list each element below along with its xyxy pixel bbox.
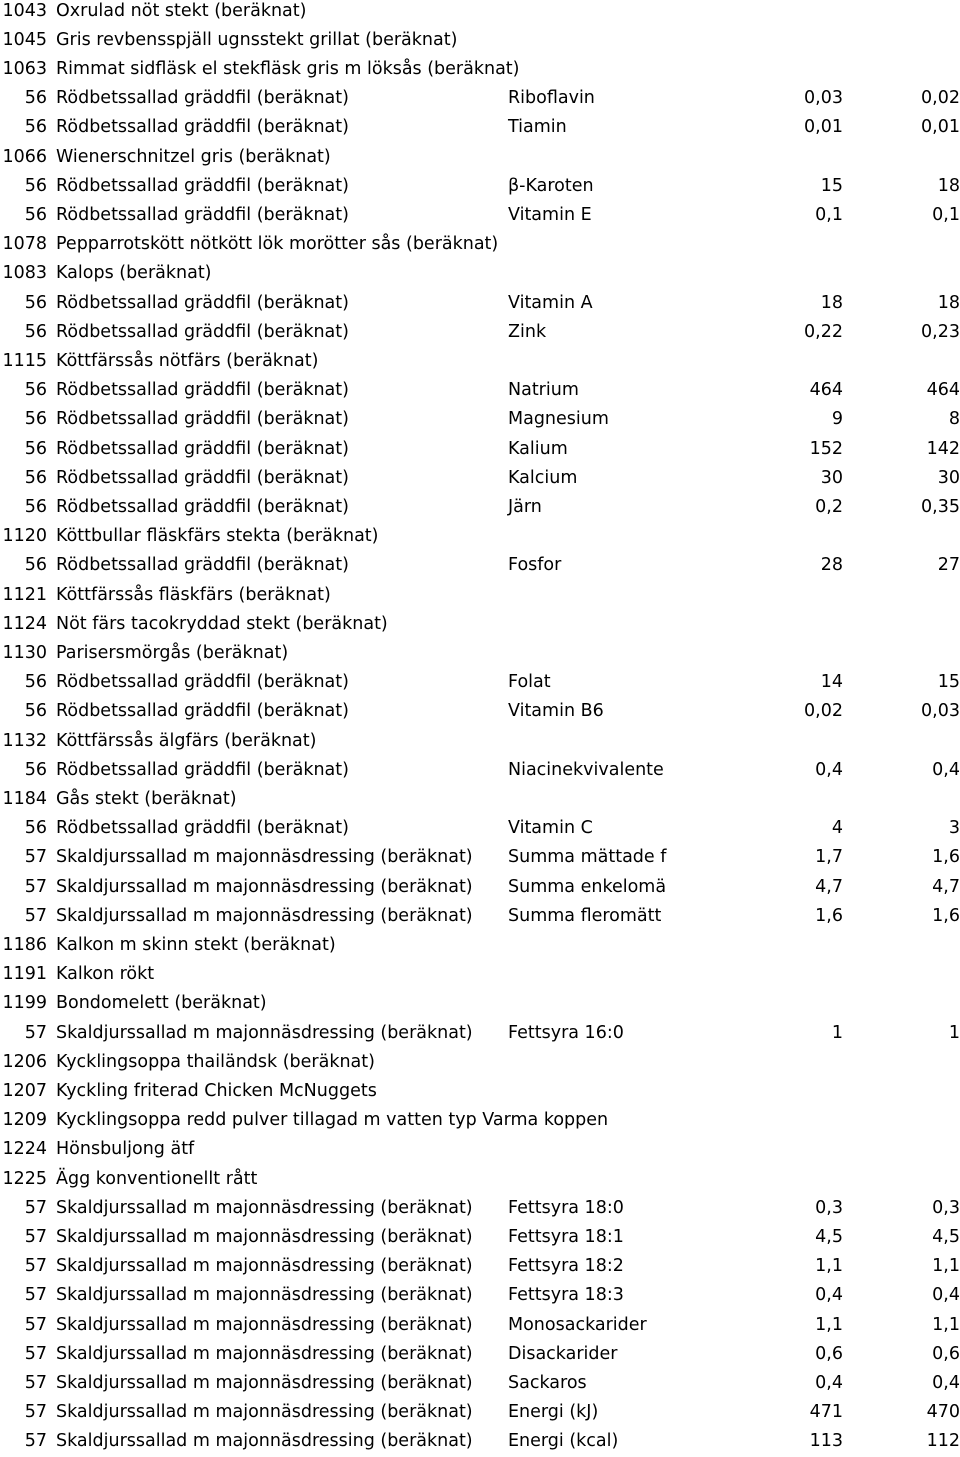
food-name-cell: Rödbetssallad gräddfil (beräknat) xyxy=(56,88,349,109)
code-cell: 1078 xyxy=(2,234,47,255)
food-name-cell: Rödbetssallad gräddfil (beräknat) xyxy=(56,380,349,401)
code-cell: 56 xyxy=(24,380,47,401)
table-row xyxy=(0,1019,960,1048)
nutrient-cell: Fettsyra 16:0 xyxy=(508,1022,624,1043)
food-name-cell: Rödbetssallad gräddfil (beräknat) xyxy=(56,672,349,693)
value-1-cell: 0,22 xyxy=(804,321,843,342)
food-name-cell: Rödbetssallad gräddfil (beräknat) xyxy=(56,409,349,430)
code-cell: 1045 xyxy=(2,29,47,50)
nutrient-cell: Vitamin C xyxy=(508,818,593,839)
code-cell: 1130 xyxy=(2,642,47,663)
food-name-cell: Köttfärssås älgfärs (beräknat) xyxy=(56,730,317,751)
code-cell: 57 xyxy=(24,1431,47,1452)
code-cell: 1066 xyxy=(2,146,47,167)
nutrient-cell: Zink xyxy=(508,321,547,342)
code-cell: 56 xyxy=(24,555,47,576)
code-cell: 56 xyxy=(24,409,47,430)
table-row xyxy=(0,0,960,26)
table-row xyxy=(0,668,960,697)
food-name-cell: Skaldjurssallad m majonnäsdressing (beräknat) xyxy=(56,1197,473,1218)
value-1-cell: 4,7 xyxy=(815,876,843,897)
value-2-cell: 0,4 xyxy=(932,759,960,780)
value-2-cell: 1,6 xyxy=(932,905,960,926)
table-row xyxy=(0,814,960,843)
code-cell: 1083 xyxy=(2,263,47,284)
value-1-cell: 1,7 xyxy=(815,847,843,868)
table-row xyxy=(0,522,960,551)
food-name-cell: Rödbetssallad gräddfil (beräknat) xyxy=(56,759,349,780)
value-2-cell: 0,03 xyxy=(921,701,960,722)
table-row xyxy=(0,55,960,84)
code-cell: 1121 xyxy=(2,584,47,605)
value-1-cell: 1 xyxy=(831,1022,843,1043)
value-2-cell: 8 xyxy=(948,409,960,430)
food-name-cell: Köttbullar fläskfärs stekta (beräknat) xyxy=(56,526,379,547)
table-row xyxy=(0,405,960,434)
nutrient-cell: Summa fleromätt xyxy=(508,905,662,926)
code-cell: 1207 xyxy=(2,1080,47,1101)
code-cell: 1206 xyxy=(2,1051,47,1072)
nutrient-cell: Summa enkelomä xyxy=(508,876,667,897)
food-name-cell: Skaldjurssallad m majonnäsdressing (beräknat) xyxy=(56,1372,473,1393)
nutrient-cell: Fettsyra 18:2 xyxy=(508,1256,624,1277)
food-name-cell: Gås stekt (beräknat) xyxy=(56,788,237,809)
value-2-cell: 0,3 xyxy=(932,1197,960,1218)
table-row xyxy=(0,464,960,493)
code-cell: 57 xyxy=(24,1314,47,1335)
code-cell: 1224 xyxy=(2,1139,47,1160)
value-1-cell: 471 xyxy=(809,1402,843,1423)
food-name-cell: Kalkon rökt xyxy=(56,964,155,985)
nutrient-cell: Vitamin E xyxy=(508,204,592,225)
food-name-cell: Skaldjurssallad m majonnäsdressing (beräknat) xyxy=(56,1256,473,1277)
value-1-cell: 30 xyxy=(820,467,843,488)
table-row xyxy=(0,1398,960,1427)
table-row xyxy=(0,902,960,931)
value-2-cell: 0,02 xyxy=(921,88,960,109)
value-2-cell: 15 xyxy=(937,672,960,693)
table-row xyxy=(0,1194,960,1223)
table-row xyxy=(0,84,960,113)
table-row xyxy=(0,931,960,960)
value-1-cell: 0,3 xyxy=(815,1197,843,1218)
food-name-cell: Rödbetssallad gräddfil (beräknat) xyxy=(56,555,349,576)
nutrient-cell: Magnesium xyxy=(508,409,609,430)
value-2-cell: 464 xyxy=(926,380,960,401)
code-cell: 56 xyxy=(24,321,47,342)
table-row xyxy=(0,230,960,259)
value-1-cell: 152 xyxy=(809,438,843,459)
table-row xyxy=(0,843,960,872)
code-cell: 1209 xyxy=(2,1110,47,1131)
value-1-cell: 0,03 xyxy=(804,88,843,109)
value-1-cell: 464 xyxy=(809,380,843,401)
table-row xyxy=(0,289,960,318)
code-cell: 56 xyxy=(24,496,47,517)
value-2-cell: 4,7 xyxy=(932,876,960,897)
value-1-cell: 0,4 xyxy=(815,759,843,780)
food-name-cell: Köttfärssås nötfärs (beräknat) xyxy=(56,350,319,371)
code-cell: 56 xyxy=(24,701,47,722)
value-1-cell: 0,4 xyxy=(815,1285,843,1306)
food-name-cell: Parisersmörgås (beräknat) xyxy=(56,642,289,663)
food-name-cell: Kyckling friterad Chicken McNuggets xyxy=(56,1080,377,1101)
nutrient-cell: Energi (kJ) xyxy=(508,1402,599,1423)
value-2-cell: 1,6 xyxy=(932,847,960,868)
nutrient-cell: Monosackarider xyxy=(508,1314,647,1335)
code-cell: 56 xyxy=(24,467,47,488)
table-row xyxy=(0,201,960,230)
code-cell: 57 xyxy=(24,1226,47,1247)
code-cell: 56 xyxy=(24,759,47,780)
table-row xyxy=(0,1223,960,1252)
value-2-cell: 0,35 xyxy=(921,496,960,517)
table-row xyxy=(0,551,960,580)
nutrient-cell: Disackarider xyxy=(508,1343,618,1364)
food-name-cell: Oxrulad nöt stekt (beräknat) xyxy=(56,0,307,21)
code-cell: 57 xyxy=(24,905,47,926)
table-row xyxy=(0,1077,960,1106)
code-cell: 1043 xyxy=(2,0,47,21)
value-1-cell: 0,2 xyxy=(815,496,843,517)
table-row xyxy=(0,26,960,55)
table-row xyxy=(0,1311,960,1340)
value-1-cell: 1,6 xyxy=(815,905,843,926)
table-row xyxy=(0,1135,960,1164)
table-row xyxy=(0,376,960,405)
value-2-cell: 0,6 xyxy=(932,1343,960,1364)
food-name-cell: Skaldjurssallad m majonnäsdressing (beräknat) xyxy=(56,905,473,926)
value-2-cell: 112 xyxy=(926,1431,960,1452)
table-row xyxy=(0,1048,960,1077)
table-row xyxy=(0,639,960,668)
table-row xyxy=(0,756,960,785)
food-name-cell: Gris revbensspjäll ugnsstekt grillat (beräknat) xyxy=(56,29,458,50)
table-row xyxy=(0,1165,960,1194)
code-cell: 57 xyxy=(24,1285,47,1306)
food-name-cell: Rödbetssallad gräddfil (beräknat) xyxy=(56,438,349,459)
nutrient-cell: Fettsyra 18:3 xyxy=(508,1285,624,1306)
value-1-cell: 0,1 xyxy=(815,204,843,225)
food-name-cell: Kalops (beräknat) xyxy=(56,263,212,284)
table-row xyxy=(0,1369,960,1398)
food-name-cell: Kalkon m skinn stekt (beräknat) xyxy=(56,934,336,955)
code-cell: 57 xyxy=(24,1372,47,1393)
food-name-cell: Rödbetssallad gräddfil (beräknat) xyxy=(56,117,349,138)
table-row xyxy=(0,1427,960,1456)
value-1-cell: 1,1 xyxy=(815,1314,843,1335)
nutrient-cell: Kalcium xyxy=(508,467,578,488)
food-name-cell: Bondomelett (beräknat) xyxy=(56,993,267,1014)
value-2-cell: 0,4 xyxy=(932,1372,960,1393)
value-1-cell: 0,4 xyxy=(815,1372,843,1393)
code-cell: 57 xyxy=(24,1402,47,1423)
value-2-cell: 30 xyxy=(937,467,960,488)
table-row xyxy=(0,1340,960,1369)
code-cell: 56 xyxy=(24,672,47,693)
code-cell: 57 xyxy=(24,1197,47,1218)
code-cell: 1199 xyxy=(2,993,47,1014)
table-row xyxy=(0,697,960,726)
food-name-cell: Skaldjurssallad m majonnäsdressing (beräknat) xyxy=(56,1343,473,1364)
table-row xyxy=(0,960,960,989)
nutrient-cell: Fettsyra 18:0 xyxy=(508,1197,624,1218)
nutrient-cell: Sackaros xyxy=(508,1372,587,1393)
food-name-cell: Rödbetssallad gräddfil (beräknat) xyxy=(56,175,349,196)
nutrient-cell: Folat xyxy=(508,672,551,693)
table-row xyxy=(0,1252,960,1281)
value-2-cell: 18 xyxy=(937,292,960,313)
value-2-cell: 1 xyxy=(948,1022,960,1043)
table-row xyxy=(0,172,960,201)
table-row xyxy=(0,259,960,288)
food-name-cell: Skaldjurssallad m majonnäsdressing (beräknat) xyxy=(56,1402,473,1423)
food-name-cell: Nöt färs tacokryddad stekt (beräknat) xyxy=(56,613,388,634)
nutrient-cell: Fosfor xyxy=(508,555,562,576)
table-row xyxy=(0,1106,960,1135)
nutrient-cell: Vitamin B6 xyxy=(508,701,604,722)
code-cell: 1132 xyxy=(2,730,47,751)
food-name-cell: Rimmat sidfläsk el stekfläsk gris m löksås (beräknat) xyxy=(56,58,520,79)
value-1-cell: 9 xyxy=(831,409,843,430)
food-name-cell: Köttfärssås fläskfärs (beräknat) xyxy=(56,584,331,605)
food-name-cell: Skaldjurssallad m majonnäsdressing (beräknat) xyxy=(56,1285,473,1306)
value-2-cell: 0,4 xyxy=(932,1285,960,1306)
value-1-cell: 0,01 xyxy=(804,117,843,138)
table-row xyxy=(0,318,960,347)
table-row xyxy=(0,610,960,639)
value-1-cell: 15 xyxy=(820,175,843,196)
food-name-cell: Rödbetssallad gräddfil (beräknat) xyxy=(56,496,349,517)
code-cell: 56 xyxy=(24,117,47,138)
code-cell: 57 xyxy=(24,876,47,897)
code-cell: 56 xyxy=(24,88,47,109)
value-1-cell: 1,1 xyxy=(815,1256,843,1277)
value-1-cell: 14 xyxy=(820,672,843,693)
food-name-cell: Skaldjurssallad m majonnäsdressing (beräknat) xyxy=(56,1314,473,1335)
nutrient-cell: Kalium xyxy=(508,438,568,459)
value-1-cell: 113 xyxy=(809,1431,843,1452)
code-cell: 57 xyxy=(24,847,47,868)
table-row xyxy=(0,785,960,814)
food-name-cell: Pepparrotskött nötkött lök morötter sås (beräknat) xyxy=(56,234,499,255)
table-row xyxy=(0,435,960,464)
food-name-cell: Skaldjurssallad m majonnäsdressing (beräknat) xyxy=(56,876,473,897)
nutrient-cell: Natrium xyxy=(508,380,579,401)
nutrient-cell: Fettsyra 18:1 xyxy=(508,1226,624,1247)
food-name-cell: Skaldjurssallad m majonnäsdressing (beräknat) xyxy=(56,1226,473,1247)
code-cell: 56 xyxy=(24,292,47,313)
value-2-cell: 470 xyxy=(926,1402,960,1423)
table-row xyxy=(0,1281,960,1310)
food-name-cell: Rödbetssallad gräddfil (beräknat) xyxy=(56,701,349,722)
code-cell: 1184 xyxy=(2,788,47,809)
table-row xyxy=(0,143,960,172)
code-cell: 56 xyxy=(24,204,47,225)
value-2-cell: 0,1 xyxy=(932,204,960,225)
nutrient-cell: Riboflavin xyxy=(508,88,595,109)
value-2-cell: 1,1 xyxy=(932,1314,960,1335)
code-cell: 1120 xyxy=(2,526,47,547)
value-2-cell: 1,1 xyxy=(932,1256,960,1277)
food-name-cell: Skaldjurssallad m majonnäsdressing (beräknat) xyxy=(56,1022,473,1043)
value-1-cell: 0,02 xyxy=(804,701,843,722)
food-name-cell: Rödbetssallad gräddfil (beräknat) xyxy=(56,321,349,342)
nutrient-cell: Summa mättade f xyxy=(508,847,667,868)
food-name-cell: Hönsbuljong ätf xyxy=(56,1139,195,1160)
value-2-cell: 18 xyxy=(937,175,960,196)
value-2-cell: 142 xyxy=(926,438,960,459)
food-name-cell: Kycklingsoppa thailändsk (beräknat) xyxy=(56,1051,375,1072)
code-cell: 1063 xyxy=(2,58,47,79)
code-cell: 57 xyxy=(24,1343,47,1364)
value-1-cell: 4,5 xyxy=(815,1226,843,1247)
code-cell: 1225 xyxy=(2,1168,47,1189)
table-row xyxy=(0,873,960,902)
table-row xyxy=(0,989,960,1018)
nutrient-cell: Niacinekvivalente xyxy=(508,759,664,780)
food-name-cell: Rödbetssallad gräddfil (beräknat) xyxy=(56,818,349,839)
value-1-cell: 28 xyxy=(820,555,843,576)
table-row xyxy=(0,493,960,522)
nutrient-cell: Tiamin xyxy=(508,117,567,138)
code-cell: 56 xyxy=(24,818,47,839)
code-cell: 1186 xyxy=(2,934,47,955)
value-2-cell: 3 xyxy=(948,818,960,839)
food-name-cell: Ägg konventionellt rått xyxy=(56,1168,258,1189)
code-cell: 1191 xyxy=(2,964,47,985)
value-1-cell: 0,6 xyxy=(815,1343,843,1364)
table-row xyxy=(0,581,960,610)
food-name-cell: Kycklingsoppa redd pulver tillagad m vatten typ Varma koppen xyxy=(56,1110,609,1131)
nutrient-cell: Vitamin A xyxy=(508,292,593,313)
nutrient-cell: β-Karoten xyxy=(508,175,594,196)
food-name-cell: Skaldjurssallad m majonnäsdressing (beräknat) xyxy=(56,847,473,868)
food-name-cell: Rödbetssallad gräddfil (beräknat) xyxy=(56,292,349,313)
code-cell: 57 xyxy=(24,1022,47,1043)
nutrient-cell: Järn xyxy=(508,496,542,517)
code-cell: 1124 xyxy=(2,613,47,634)
code-cell: 56 xyxy=(24,175,47,196)
nutrient-cell: Energi (kcal) xyxy=(508,1431,619,1452)
table-row xyxy=(0,113,960,142)
value-1-cell: 4 xyxy=(831,818,843,839)
food-name-cell: Wienerschnitzel gris (beräknat) xyxy=(56,146,331,167)
food-name-cell: Rödbetssallad gräddfil (beräknat) xyxy=(56,467,349,488)
food-name-cell: Skaldjurssallad m majonnäsdressing (beräknat) xyxy=(56,1431,473,1452)
food-name-cell: Rödbetssallad gräddfil (beräknat) xyxy=(56,204,349,225)
value-2-cell: 0,23 xyxy=(921,321,960,342)
value-2-cell: 4,5 xyxy=(932,1226,960,1247)
code-cell: 1115 xyxy=(2,350,47,371)
code-cell: 57 xyxy=(24,1256,47,1277)
value-1-cell: 18 xyxy=(820,292,843,313)
value-2-cell: 0,01 xyxy=(921,117,960,138)
table-row xyxy=(0,727,960,756)
code-cell: 56 xyxy=(24,438,47,459)
table-row xyxy=(0,347,960,376)
value-2-cell: 27 xyxy=(937,555,960,576)
